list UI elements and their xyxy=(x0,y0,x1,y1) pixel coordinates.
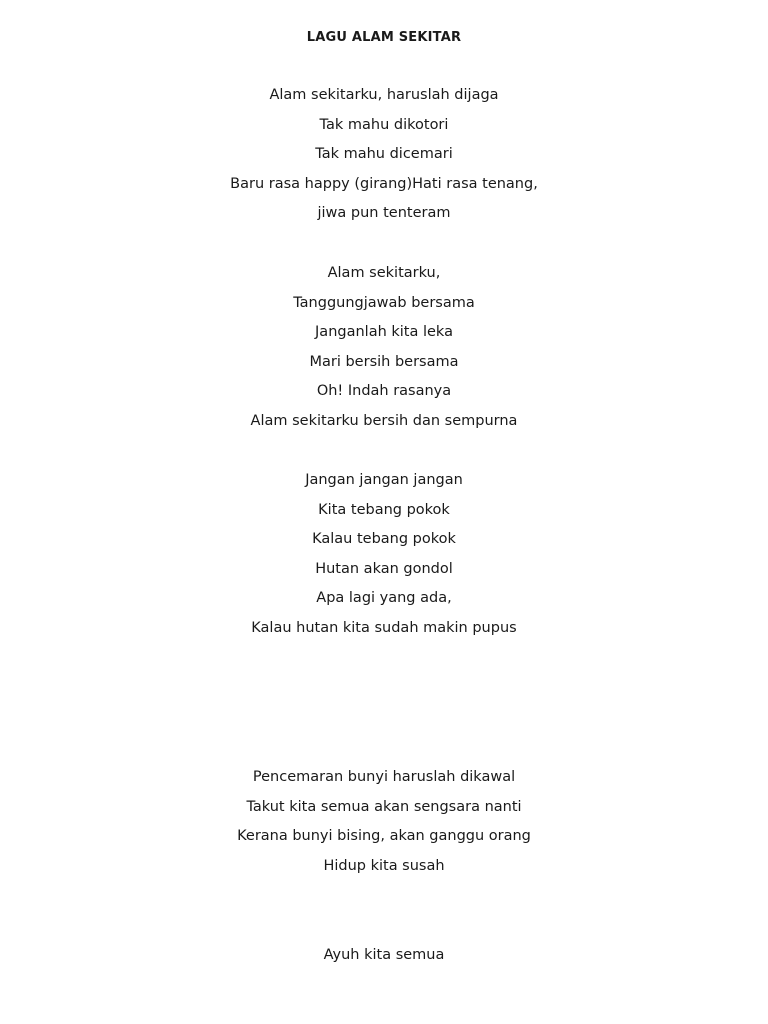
lyric-line: Hidup kita susah xyxy=(323,857,445,874)
lyric-line: Kita tebang pokok xyxy=(318,501,450,518)
lyric-line: Pencemaran bunyi haruslah dikawal xyxy=(252,769,516,785)
lyric-line: Tak mahu dikotori xyxy=(319,116,449,133)
lyric-line: Tak mahu dicemari xyxy=(315,146,453,163)
lyric-line: Tanggungjawab bersama xyxy=(293,294,475,311)
lyric-line: Alam sekitarku, haruslah dijaga xyxy=(269,87,499,103)
lyric-line: jiwa pun tenteram xyxy=(317,205,451,222)
lyric-line: Alam sekitarku, xyxy=(327,265,441,281)
lyric-line: Hutan akan gondol xyxy=(315,560,453,577)
stanza-3 xyxy=(0,466,768,644)
lyric-line: Kalau tebang pokok xyxy=(312,531,456,548)
lyric-line: Janganlah kita leka xyxy=(315,324,453,341)
lyric-line: Ayuh kita semua xyxy=(323,947,445,963)
lyric-line: Takut kita semua akan sengsara nanti xyxy=(246,798,522,815)
lyric-line: Oh! Indah rasanya xyxy=(316,383,452,400)
lyric-line: Kalau hutan kita sudah makin pupus xyxy=(251,619,517,636)
lyric-line: Mari bersih bersama xyxy=(309,353,459,370)
lyric-line: Kerana bunyi bising, akan ganggu orang xyxy=(237,828,531,845)
song-title: LAGU ALAM SEKITAR xyxy=(306,30,462,45)
lyric-line: Alam sekitarku bersih dan sempurna xyxy=(250,412,518,429)
stanza-1 xyxy=(0,81,768,229)
stanza-4 xyxy=(0,763,768,881)
stanza-2 xyxy=(0,259,768,437)
lyric-line: Apa lagi yang ada, xyxy=(316,590,452,607)
lyric-line: Baru rasa happy (girang)Hati rasa tenang, xyxy=(230,175,538,192)
lyric-line: Jangan jangan jangan xyxy=(305,472,463,488)
stanza-5 xyxy=(0,941,768,971)
